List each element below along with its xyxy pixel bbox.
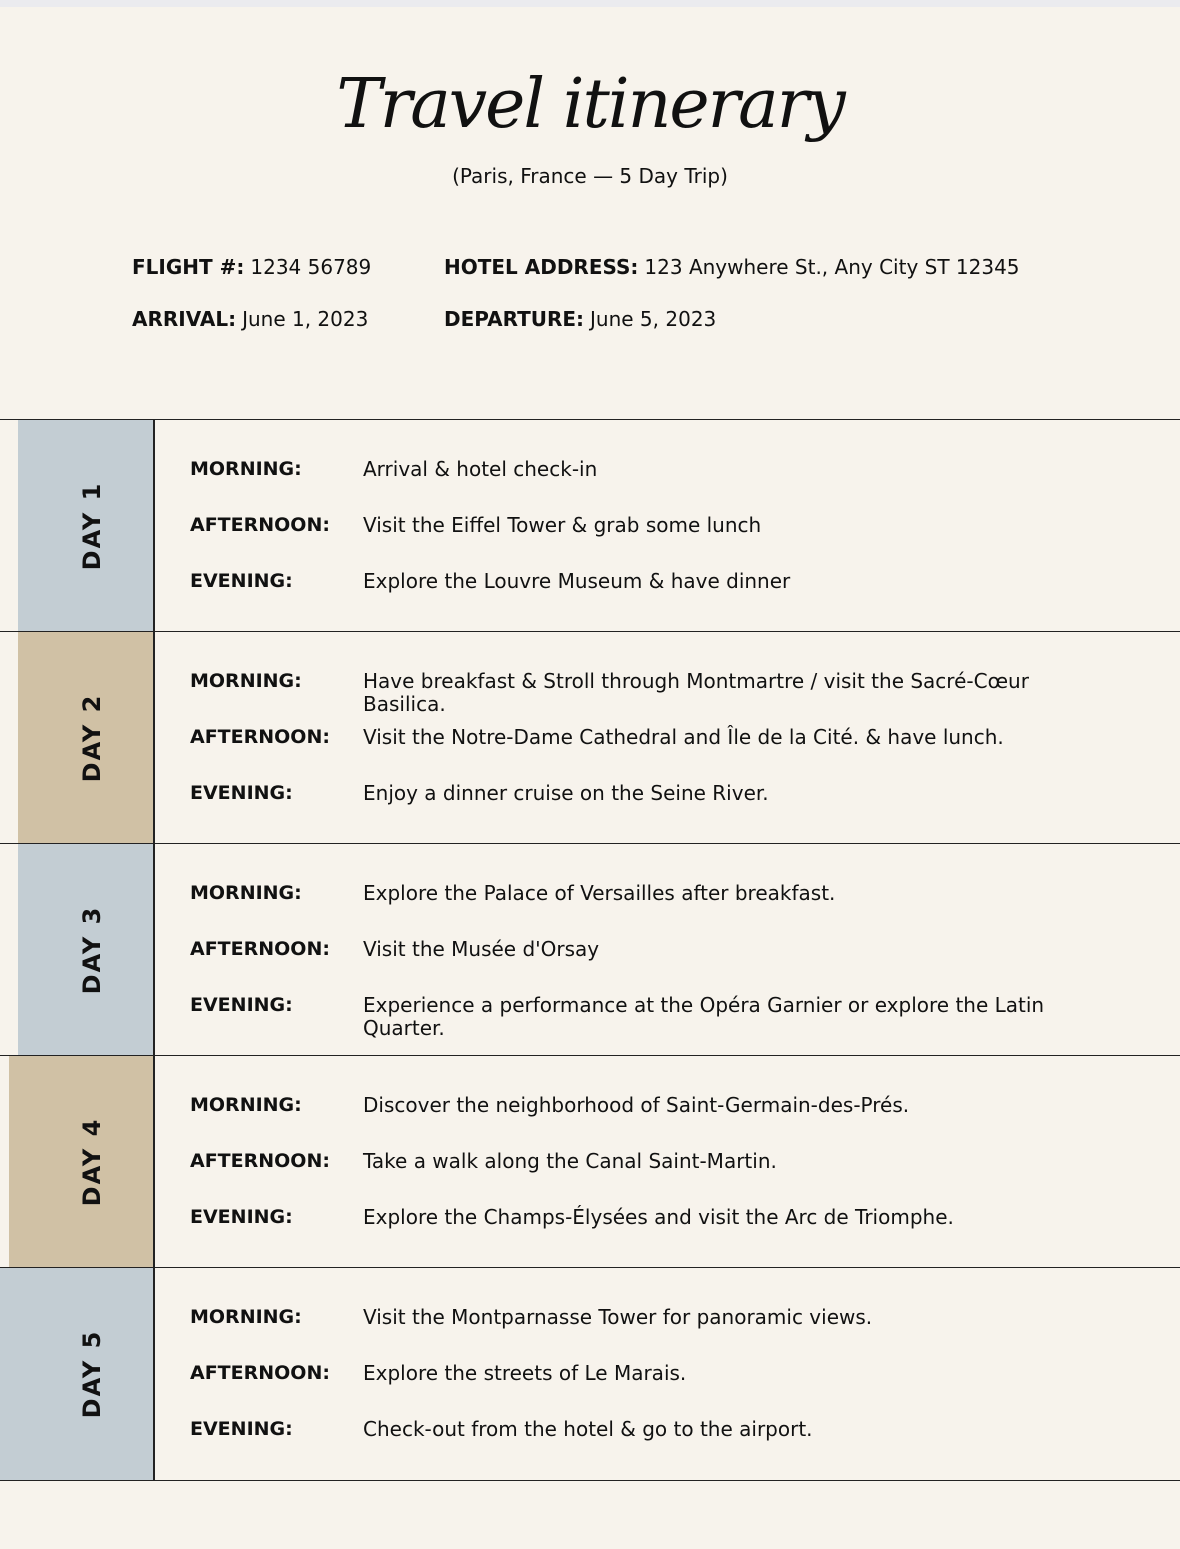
flight-value: 1234 56789 bbox=[250, 255, 372, 279]
departure-label: DEPARTURE: bbox=[444, 307, 585, 331]
afternoon-label: AFTERNOON: bbox=[190, 1150, 330, 1172]
hotel-info bbox=[444, 255, 1020, 279]
arrival-label: ARRIVAL: bbox=[132, 307, 237, 331]
top-strip bbox=[0, 0, 1180, 7]
evening-label: EVENING: bbox=[190, 994, 293, 1016]
morning-activity: Explore the Palace of Versailles after breakfast. bbox=[363, 881, 836, 905]
column-divider bbox=[153, 1268, 155, 1480]
evening-label: EVENING: bbox=[190, 782, 293, 804]
column-divider bbox=[153, 844, 155, 1055]
afternoon-activity: Visit the Musée d'Orsay bbox=[363, 937, 600, 961]
flight-label: FLIGHT #: bbox=[132, 255, 245, 279]
evening-label: EVENING: bbox=[190, 1206, 293, 1228]
evening-activity: Check-out from the hotel & go to the airport. bbox=[363, 1417, 813, 1441]
morning-label: MORNING: bbox=[190, 458, 302, 480]
evening-label: EVENING: bbox=[190, 1418, 293, 1440]
evening-activity: Enjoy a dinner cruise on the Seine River. bbox=[363, 781, 769, 805]
evening-activity: Explore the Champs-Élysées and visit the Arc de Triomphe. bbox=[363, 1205, 954, 1229]
afternoon-label: AFTERNOON: bbox=[190, 938, 330, 960]
page-title: Travel itinerary bbox=[336, 65, 844, 144]
column-divider bbox=[153, 1056, 155, 1267]
day-label-2: DAY 2 bbox=[78, 693, 106, 782]
flight-info bbox=[132, 255, 371, 279]
morning-activity: Have breakfast & Stroll through Montmartre / visit the Sacré-Cœur Basilica. bbox=[363, 669, 1029, 716]
day-row-4 bbox=[0, 1055, 1180, 1267]
evening-activity: Experience a performance at the Opéra Garnier or explore the Latin Quarter. bbox=[363, 993, 1045, 1040]
page-subtitle: (Paris, France — 5 Day Trip) bbox=[452, 164, 728, 188]
day-row-3 bbox=[0, 843, 1180, 1055]
day-label-4: DAY 4 bbox=[78, 1117, 106, 1206]
arrival-value: June 1, 2023 bbox=[242, 307, 369, 331]
morning-activity: Visit the Montparnasse Tower for panoramic views. bbox=[363, 1305, 873, 1329]
afternoon-activity: Visit the Eiffel Tower & grab some lunch bbox=[363, 513, 762, 537]
day-row-2 bbox=[0, 631, 1180, 843]
hotel-label: HOTEL ADDRESS: bbox=[444, 255, 639, 279]
day-band-5 bbox=[0, 1268, 154, 1480]
morning-label: MORNING: bbox=[190, 882, 302, 904]
itinerary-table bbox=[0, 419, 1180, 1481]
evening-activity: Explore the Louvre Museum & have dinner bbox=[363, 569, 791, 593]
arrival-info bbox=[132, 307, 368, 331]
evening-label: EVENING: bbox=[190, 570, 293, 592]
afternoon-label: AFTERNOON: bbox=[190, 514, 330, 536]
morning-label: MORNING: bbox=[190, 1094, 302, 1116]
afternoon-activity: Take a walk along the Canal Saint-Martin. bbox=[363, 1149, 777, 1173]
day-row-5 bbox=[0, 1267, 1180, 1481]
afternoon-activity: Explore the streets of Le Marais. bbox=[363, 1361, 687, 1385]
hotel-value: 123 Anywhere St., Any City ST 12345 bbox=[644, 255, 1020, 279]
morning-activity: Discover the neighborhood of Saint-Germain-des-Prés. bbox=[363, 1093, 910, 1117]
afternoon-activity: Visit the Notre-Dame Cathedral and Île de la Cité. & have lunch. bbox=[363, 725, 1004, 749]
morning-activity: Arrival & hotel check-in bbox=[363, 457, 598, 481]
morning-label: MORNING: bbox=[190, 670, 302, 692]
morning-label: MORNING: bbox=[190, 1306, 302, 1328]
afternoon-label: AFTERNOON: bbox=[190, 726, 330, 748]
column-divider bbox=[153, 420, 155, 631]
day-label-5: DAY 5 bbox=[78, 1329, 106, 1419]
departure-value: June 5, 2023 bbox=[590, 307, 717, 331]
departure-info bbox=[444, 307, 716, 331]
day-label-1: DAY 1 bbox=[78, 481, 106, 570]
day-label-3: DAY 3 bbox=[78, 905, 106, 994]
day-row-1 bbox=[0, 419, 1180, 631]
column-divider bbox=[153, 632, 155, 843]
afternoon-label: AFTERNOON: bbox=[190, 1362, 330, 1384]
